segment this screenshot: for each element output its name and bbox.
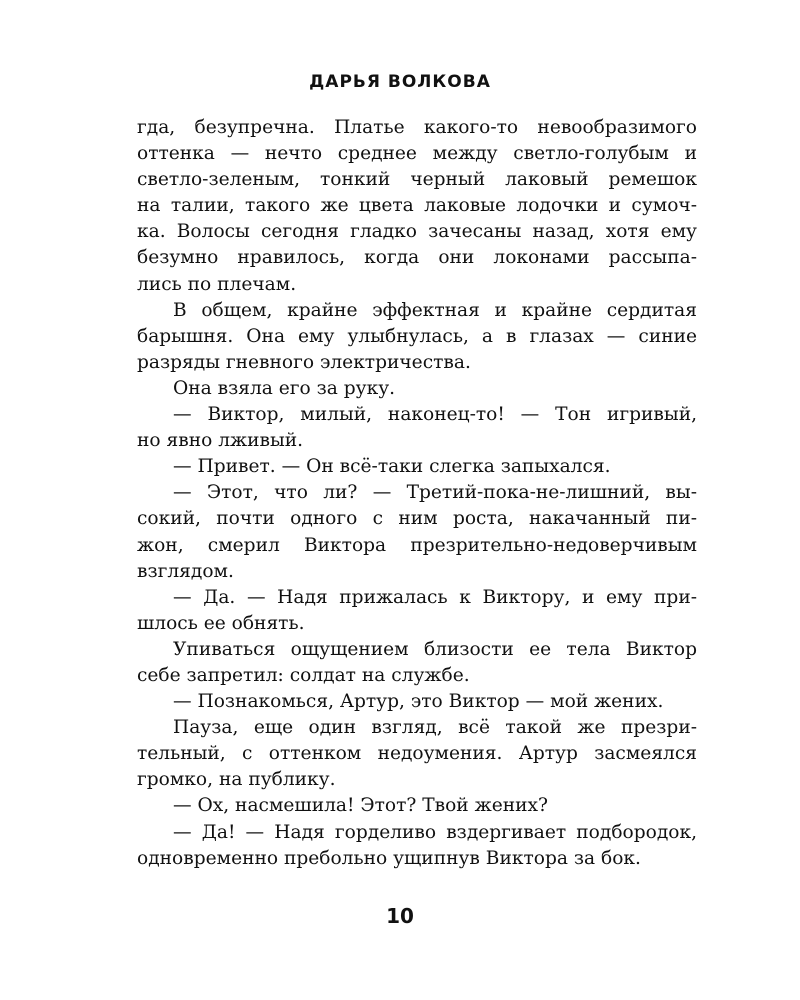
- text-line: — Познакомься, Артур, это Виктор — мой жених.: [173, 691, 664, 713]
- text-line: Пауза, еще один взгляд, всё такой же презри-: [173, 717, 697, 739]
- text-line: одновременно пребольно ущипнув Виктора за бок.: [137, 847, 641, 869]
- text-line: барышня. Она ему улыбнулась, а в глазах — синие: [137, 325, 697, 347]
- text-line: — Да! — Надя горделиво вздергивает подбородок,: [173, 821, 697, 843]
- text-line: на талии, такого же цвета лаковые лодочки и сумоч-: [137, 195, 697, 217]
- text-line: светло-зеленым, тонкий черный лаковый ремешок: [137, 169, 697, 191]
- text-line: Она взяла его за руку.: [173, 377, 396, 399]
- text-line: сокий, почти одного с ним роста, накачанный пи-: [137, 508, 697, 530]
- text-line: тельный, с оттенком недоумения. Артур засмеялся: [137, 743, 697, 765]
- running-header-author: ДАРЬЯ ВОЛКОВА: [309, 72, 491, 92]
- text-line: себе запретил: солдат на службе.: [137, 664, 470, 686]
- text-line: — Ох, насмешила! Этот? Твой жених?: [173, 795, 548, 817]
- text-line: В общем, крайне эффектная и крайне сердитая: [173, 299, 697, 321]
- text-line: Упиваться ощущением близости ее тела Виктор: [173, 638, 697, 660]
- text-line: разряды гневного электричества.: [137, 351, 471, 373]
- text-line: — Привет. — Он всё-таки слегка запыхался.: [173, 456, 611, 478]
- text-line: гда, безупречна. Платье какого-то невообразимого: [137, 117, 697, 138]
- text-line: оттенка — нечто среднее между светло-голубым и: [137, 143, 697, 165]
- text-line: ка. Волосы сегодня гладко зачесаны назад, хотя ему: [137, 221, 697, 243]
- text-line: — Виктор, милый, наконец-то! — Тон игривый,: [173, 404, 697, 426]
- text-line: лись по плечам.: [137, 273, 297, 295]
- text-line: громко, на публику.: [137, 769, 336, 791]
- text-line: — Да. — Надя прижалась к Виктору, и ему при-: [173, 586, 697, 608]
- text-line: — Этот, что ли? — Третий-пока-не-лишний, вы-: [173, 482, 697, 504]
- body-text: [137, 115, 697, 872]
- text-line: но явно лживый.: [137, 430, 304, 452]
- page-number: 10: [386, 904, 414, 928]
- text-line: жон, смерил Виктора презрительно-недоверчивым: [137, 534, 697, 556]
- text-line: безумно нравилось, когда они локонами рассыпа-: [137, 247, 697, 269]
- text-line: шлось ее обнять.: [137, 612, 305, 634]
- text-line: взглядом.: [137, 560, 234, 582]
